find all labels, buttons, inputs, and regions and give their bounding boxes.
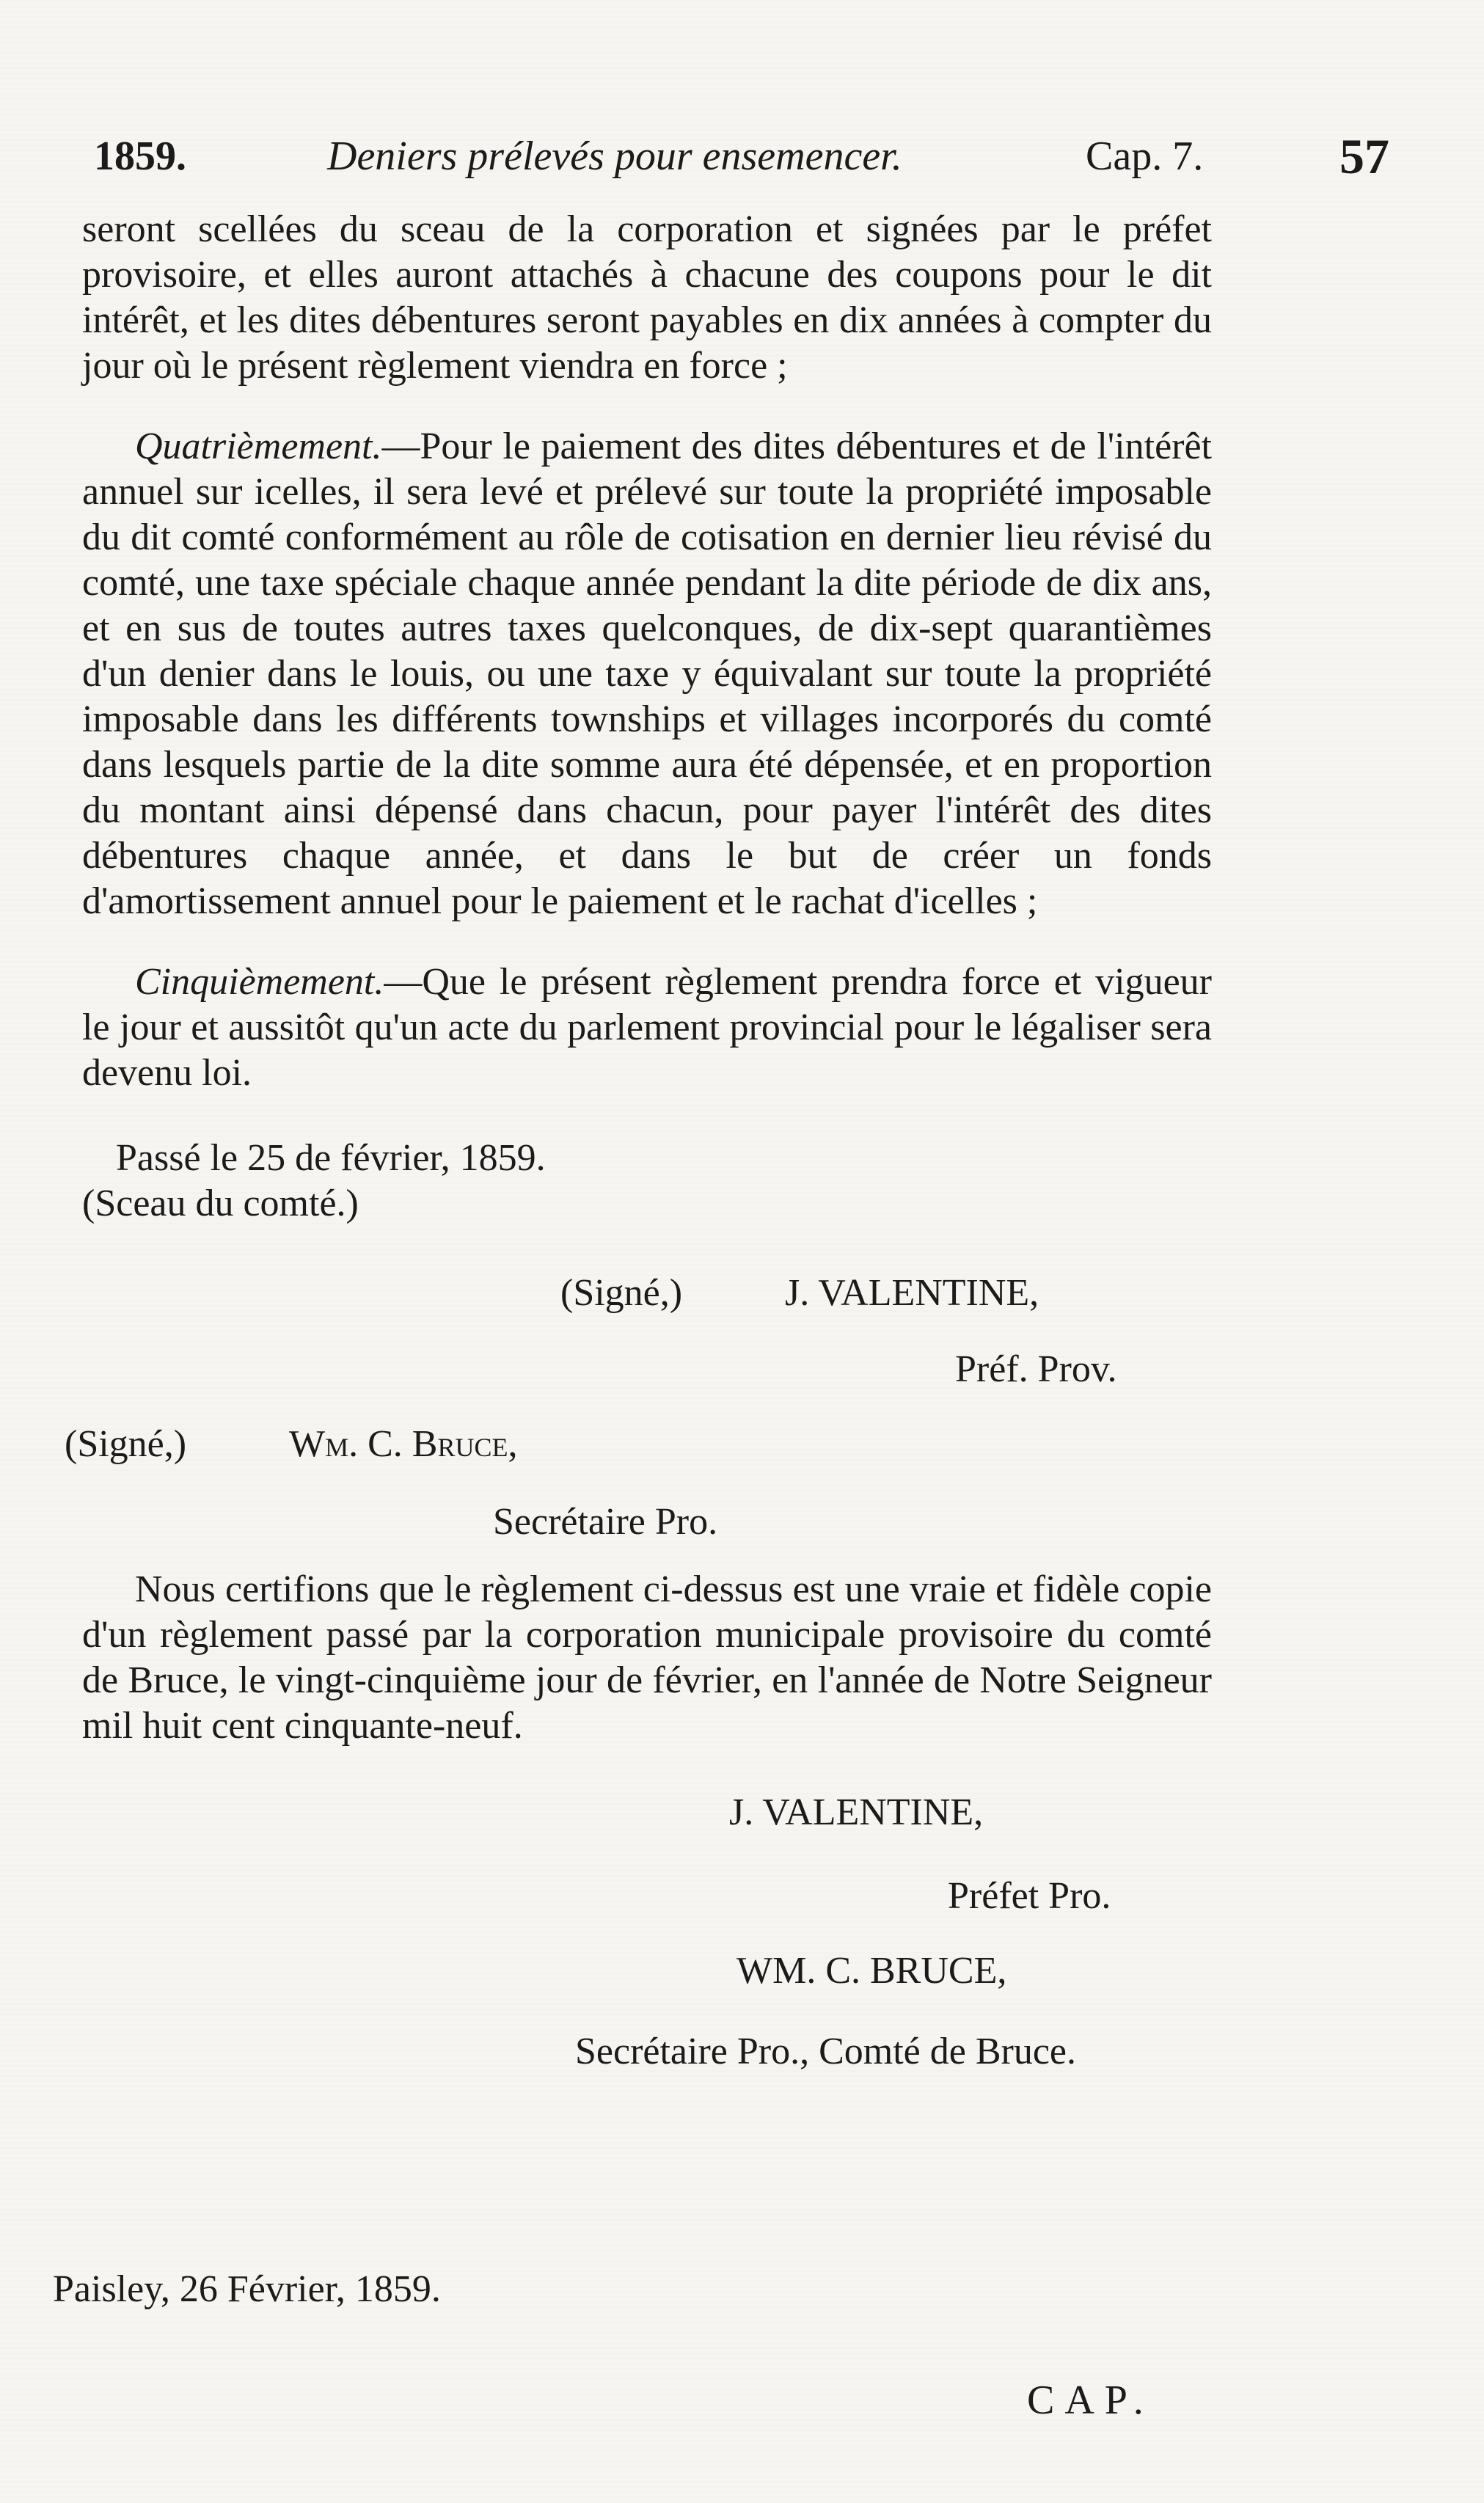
paragraph-text: —Pour le paiement des dites débentures et de l'intérêt annuel sur icelles, il sera levé et prélevé sur toute la propriété imposable du dit comté conformément au rôle de cotisation en dernier lieu révisé du comté, une taxe spéciale chaque année pendant la dite période de dix ans, et en sus de toutes autres taxes quelconques, de dix-sept quarantièmes d'un denier dans le louis, ou une taxe y équivalant sur toute la propriété imposable dans les différents townships et villages incorporés du comté dans lesquels partie de la dite somme aura été dépensée, et en proportion du montant ainsi dépensé dans chacun, pour payer l'intérêt des dites débentures chaque année, et dans le but de créer un fonds d'amortissement annuel pour le paiement et le rachat d'icelles ; [82,425,1212,922]
header-chapter: Cap. 7. [1086,134,1204,179]
paragraph-continuation: seront scellées du sceau de la corporation et signées par le préfet provisoire, et elles auront attachés à chacune des coupons pour le dit intérêt, et les dites débentures seront payables en dix années à compter du jour où le présent règlement viendra en force ; [82,208,1212,387]
final-signature-title-row-2 [82,2010,1212,2083]
final-signature-row-1 [82,1764,1212,1855]
header-title: Deniers prélevés pour ensemencer. [327,134,902,179]
place-and-date: Paisley, 26 Février, 1859. [53,2268,441,2310]
paragraph-lead: Quatrièmement. [135,425,382,467]
page-body [65,207,1212,2083]
signer-title: Préfet Pro. [948,1875,1111,1917]
signer-name: J. VALENTINE, [729,1791,984,1833]
signer-name: J. VALENTINE, [785,1272,1039,1314]
final-signature-row-2 [82,1932,1212,2010]
seal-note: (Sceau du comté.) [82,1183,359,1224]
paragraph-text: —Que le présent règlement prendra force et vigueur le jour et aussitôt qu'un acte du parlement provincial pour le légaliser sera devenu loi. [82,961,1212,1094]
catchword: CAP. [1027,2378,1154,2423]
signer-title: Préf. Prov. [955,1348,1117,1390]
signature-title-row-1 [82,1335,1212,1406]
passed-date: Passé le 25 de février, 1859. [116,1137,546,1179]
signer-title: Secrétaire Pro. [493,1501,718,1543]
final-signature-title-row-1 [82,1855,1212,1932]
header-year: 1859. [94,134,186,179]
signer-name: Wm. C. Bruce, [289,1423,518,1465]
paragraph-lead: Cinquièmement. [135,961,384,1003]
certification-paragraph: Nous certifions que le règlement ci-dessus est une vraie et fidèle copie d'un règlement passé par la corporation municipale provisoire du comté de Bruce, le vingt-cinquième jour de février, en l'année de Notre Seigneur mil huit cent cinquante-neuf. [82,1568,1212,1747]
signer-title: Secrétaire Pro., Comté de Bruce. [575,2031,1076,2072]
signature-row-1 [82,1249,1212,1335]
paragraph-quatriemement [82,424,1212,924]
signed-label: (Signé,) [560,1272,683,1314]
page-number: 57 [1339,128,1389,184]
signer-name: WM. C. BRUCE, [736,1950,1007,1992]
signature-row-2 [65,1406,1212,1483]
passed-block [82,1136,1212,1227]
running-header [94,123,1400,189]
paragraph-cinquiemement [82,960,1212,1096]
signed-label: (Signé,) [65,1423,187,1465]
signature-title-row-2 [82,1483,1212,1554]
